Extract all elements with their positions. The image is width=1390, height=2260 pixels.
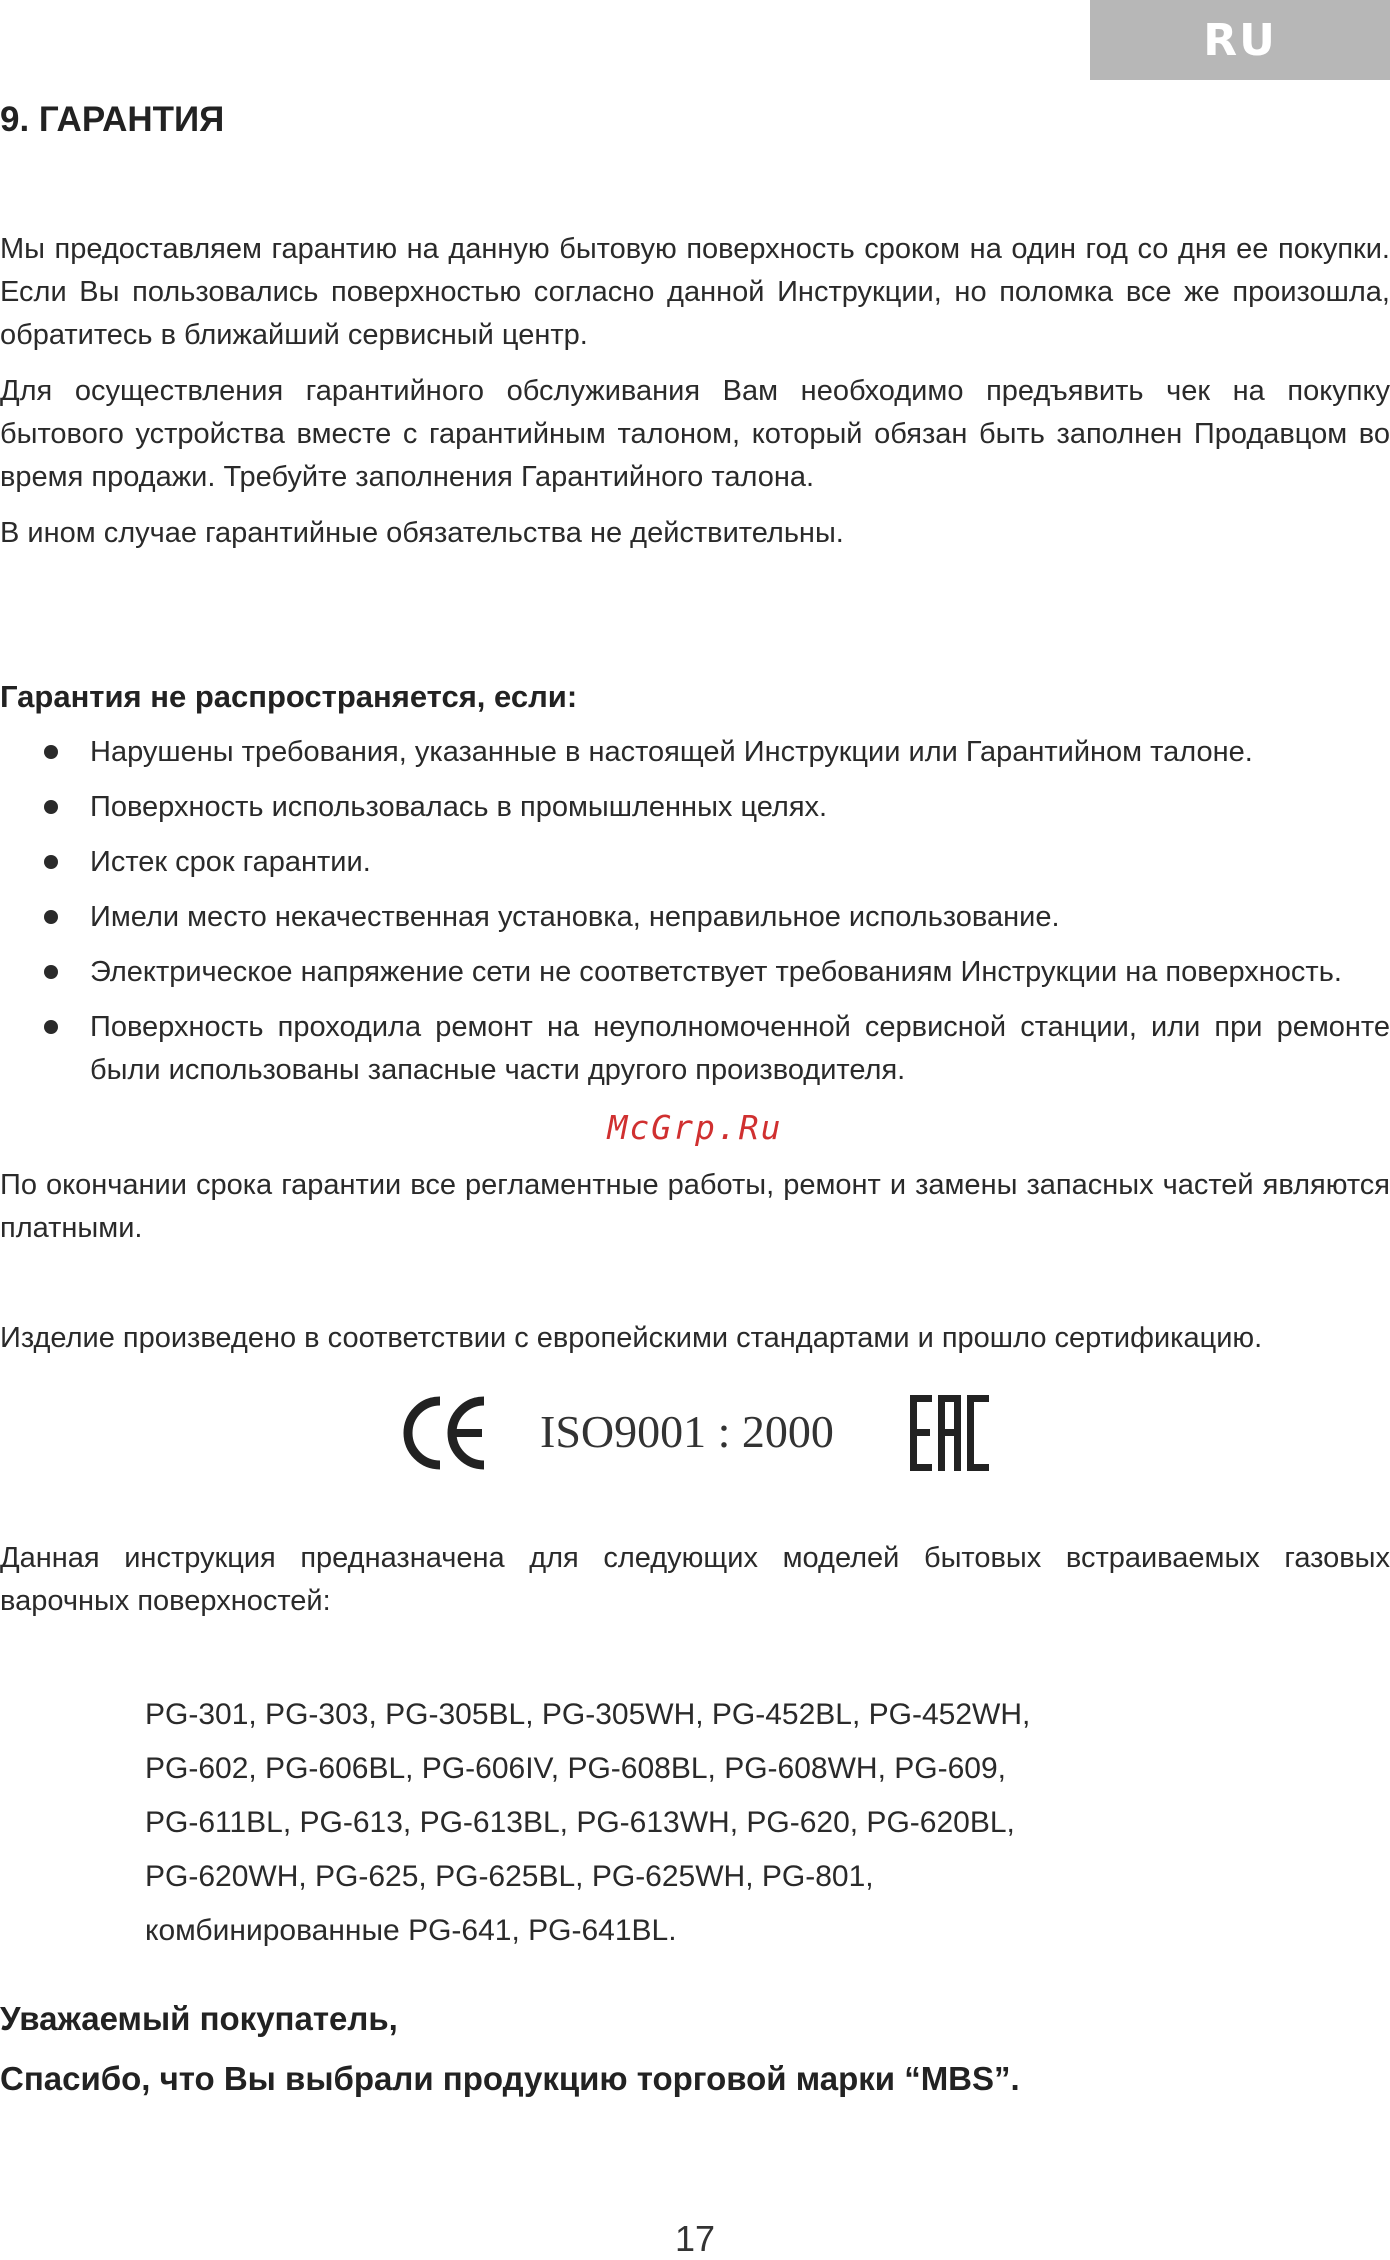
models-intro: Данная инструкция предназначена для следующих моделей бытовых встраиваемых газовых варочных поверхностей: xyxy=(0,1542,1390,1617)
page-number: 17 xyxy=(674,2218,716,2259)
intro-paragraph-2: Для осуществления гарантийного обслуживания Вам необходимо предъявить чек на покупку бытового устройства вместе с гарантийным талоном, который обязан быть заполнен Продавцом во время продажи. Требуйте заполнения Гарантийного талона. xyxy=(0,375,1390,493)
watermark: McGrp.Ru xyxy=(607,1108,783,1147)
list-item: Поверхность проходила ремонт на неуполномоченной сервисной станции, или при ремонте были использованы запасные части другого производителя. xyxy=(0,1006,1390,1092)
intro-paragraph-3: В ином случае гарантийные обязательства не действительны. xyxy=(0,517,844,549)
closing-greeting: Уважаемый покупатель, xyxy=(0,2000,398,2037)
model-line: PG-620WH, PG-625, PG-625BL, PG-625WH, PG-801, xyxy=(145,1860,874,1893)
bullet-icon xyxy=(44,800,58,814)
list-item: Нарушены требования, указанные в настоящей Инструкции или Гарантийном талоне. xyxy=(0,731,1390,774)
ce-mark-icon xyxy=(400,1395,490,1471)
intro-paragraph-1: Мы предоставляем гарантию на данную бытовую поверхность сроком на один год со дня ее покупки. Если Вы пользовались поверхностью согласно данной Инструкции, но поломка все же произошла, обратитесь в ближайший сервисный центр. xyxy=(0,233,1390,351)
bullet-icon xyxy=(44,910,58,924)
list-item: Электрическое напряжение сети не соответствует требованиям Инструкции на поверхность. xyxy=(0,951,1390,994)
exclusions-list xyxy=(0,731,1390,1104)
model-line: PG-301, PG-303, PG-305BL, PG-305WH, PG-452BL, PG-452WH, xyxy=(145,1698,1031,1731)
bullet-icon xyxy=(44,1020,58,1034)
exclusions-title: Гарантия не распространяется, если: xyxy=(0,679,578,714)
list-item: Истек срок гарантии. xyxy=(0,841,1390,884)
language-badge: RU xyxy=(1090,0,1390,80)
list-item: Поверхность использовалась в промышленных целях. xyxy=(0,786,1390,829)
section-title: 9. ГАРАНТИЯ xyxy=(0,100,225,139)
iso-certification: ISO9001 : 2000 xyxy=(540,1406,834,1457)
model-line: PG-602, PG-606BL, PG-606IV, PG-608BL, PG-608WH, PG-609, xyxy=(145,1752,1006,1785)
eac-mark-icon xyxy=(910,1395,990,1471)
model-list xyxy=(145,1688,1030,1958)
model-line: комбинированные PG-641, PG-641BL. xyxy=(145,1914,677,1947)
model-line: PG-611BL, PG-613, PG-613BL, PG-613WH, PG-620, PG-620BL, xyxy=(145,1806,1015,1839)
paid-service-note: По окончании срока гарантии все регламентные работы, ремонт и замены запасных частей являются платными. xyxy=(0,1169,1390,1244)
list-item: Имели место некачественная установка, неправильное использование. xyxy=(0,896,1390,939)
bullet-icon xyxy=(44,745,58,759)
certification-note: Изделие произведено в соответствии с европейскими стандартами и прошло сертификацию. xyxy=(0,1322,1263,1354)
bullet-icon xyxy=(44,855,58,869)
closing-thanks: Спасибо, что Вы выбрали продукцию торговой марки “MBS”. xyxy=(0,2060,1020,2097)
bullet-icon xyxy=(44,965,58,979)
